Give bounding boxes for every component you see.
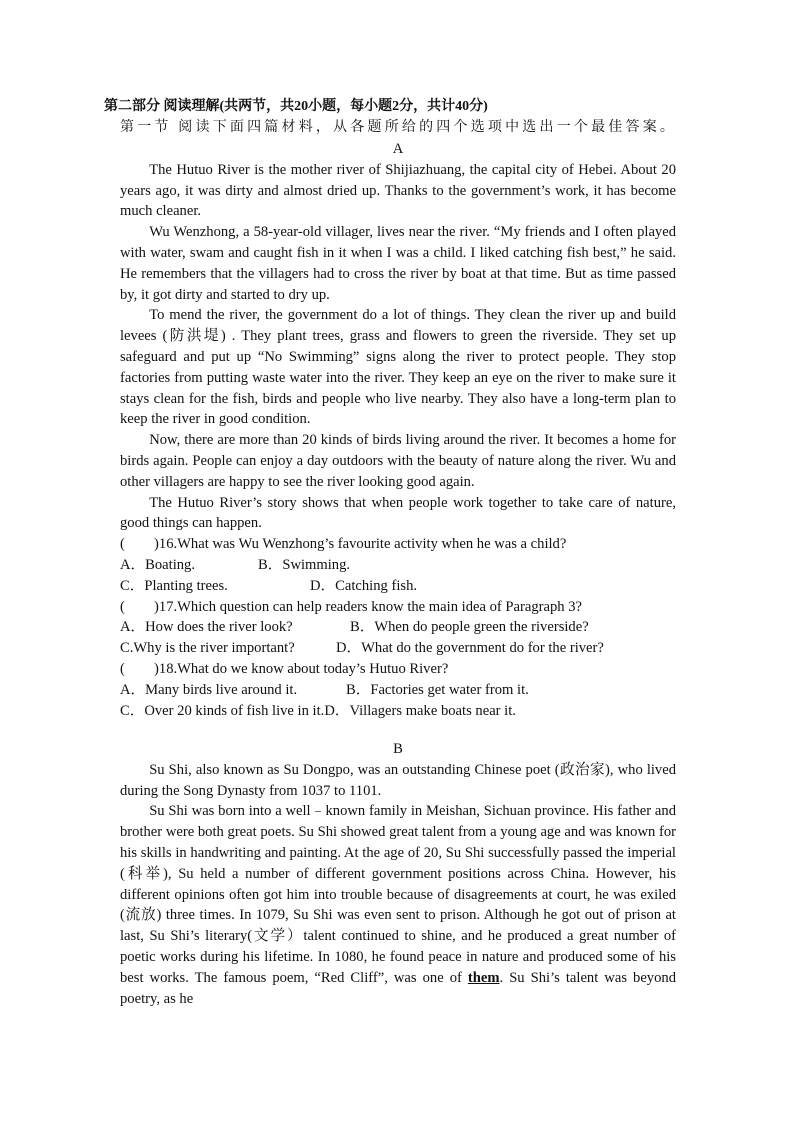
option-b: B．Factories get water from it. (346, 681, 529, 698)
passage-a-label: A (392, 141, 404, 157)
option-c: C.Why is the river important? (120, 640, 295, 657)
passage-a-paragraph-2: Wu Wenzhong, a 58-year-old villager, lives near the river. “My friends and I often played with water, swam and caught fish in it when I was a child. I liked catching fish best,” he said. He remembers that the villagers had to cross the river by boat at that time. But as time passed by, it got dirty and started to dry up. (120, 224, 676, 303)
option-c: C．Planting trees. (120, 577, 228, 594)
passage-b-label: B (393, 741, 403, 757)
passage-b-paragraph-1: Su Shi, also known as Su Dongpo, was an outstanding Chinese poet (政治家), who lived during the Song Dynasty from 1037 to 1101. (120, 761, 676, 799)
paragraph-text: Su Shi was born into a well﹣known family in Meishan, Sichuan province. His father and brother were both great poets. Su Shi showed great talent from a young age and was known for his skills in handwriting and painting. At the age of 20, Su Shi successfully passed the imperial (科举), Su held a number of different government positions across China. However, his different opinions often got him into trouble because of disagreements at court, he was exiled (流放) three times. In 1079, Su Shi was even sent to prison. Although he got out of prison at last, Su Shi’s literary(文学）talent continued to shine, and he produced a great number of poetic works during his lifetime. In 1080, he found peace in nature and produced some of his best works. The famous poem, “Red Cliff”, was one of (120, 803, 676, 986)
passage-b (120, 739, 676, 1009)
paragraph-text-end: . Su Shi’s talent was beyond poetry, as he (120, 969, 676, 1007)
option-a: A．Many birds live around it. (120, 681, 298, 698)
question-stem: ( )18.What do we know about today’s Hutuo River? (120, 660, 449, 677)
question-18 (120, 659, 676, 721)
option-b: B．Swimming. (258, 556, 351, 573)
question-16 (120, 534, 676, 596)
section-instruction: 第一节 阅读下面四篇材料，从各题所给的四个选项中选出一个最佳答案。 (120, 119, 678, 135)
option-d: D．What do the government do for the river? (336, 640, 604, 657)
passage-a-paragraph-1: The Hutuo River is the mother river of Shijiazhuang, the capital city of Hebei. About 20 years ago, it was dirty and almost dried up. Thanks to the government’s work, it has become much cleaner. (120, 161, 676, 220)
passage-a-paragraph-3: To mend the river, the government do a lot of things. They clean the river up and build levees (防洪堤) . They plant trees, grass and flowers to green the riverside. They set up safeguard and put up “No Swimming” signs along the river to protect people. They stop factories from putting waste water into the river. They keep an eye on the river to make sure it stays clean for the fish, birds and people who live nearby. They also have a long-term plan to keep the river in good condition. (120, 307, 676, 428)
option-b: B．When do people green the riverside? (350, 619, 589, 636)
question-17 (120, 597, 676, 659)
part-title: 第二部分 阅读理解(共两节，共20小题，每小题2分，共计40分) (104, 99, 488, 114)
option-a: A．Boating. (120, 556, 195, 573)
passage-b-paragraph-2 (120, 801, 676, 1009)
passage-a-paragraph-5: The Hutuo River’s story shows that when people work together to take care of nature, good things can happen. (120, 494, 676, 532)
option-a: A．How does the river look? (120, 619, 293, 636)
passage-a (120, 139, 676, 721)
option-c: C．Over 20 kinds of fish live in it. (120, 702, 325, 719)
underlined-word: them (467, 969, 500, 986)
passage-a-paragraph-4: Now, there are more than 20 kinds of birds living around the river. It becomes a home for birds again. People can enjoy a day outdoors with the beauty of nature along the river. Wu and other villagers are happy to see the river looking good again. (120, 432, 676, 490)
option-d: D．Villagers make boats near it. (324, 702, 516, 719)
header-block (104, 97, 678, 139)
question-stem: ( )16.What was Wu Wenzhong’s favourite activity when he was a child? (120, 536, 567, 553)
option-d: D．Catching fish. (310, 577, 418, 594)
question-stem: ( )17.Which question can help readers know the main idea of Paragraph 3? (120, 598, 582, 615)
